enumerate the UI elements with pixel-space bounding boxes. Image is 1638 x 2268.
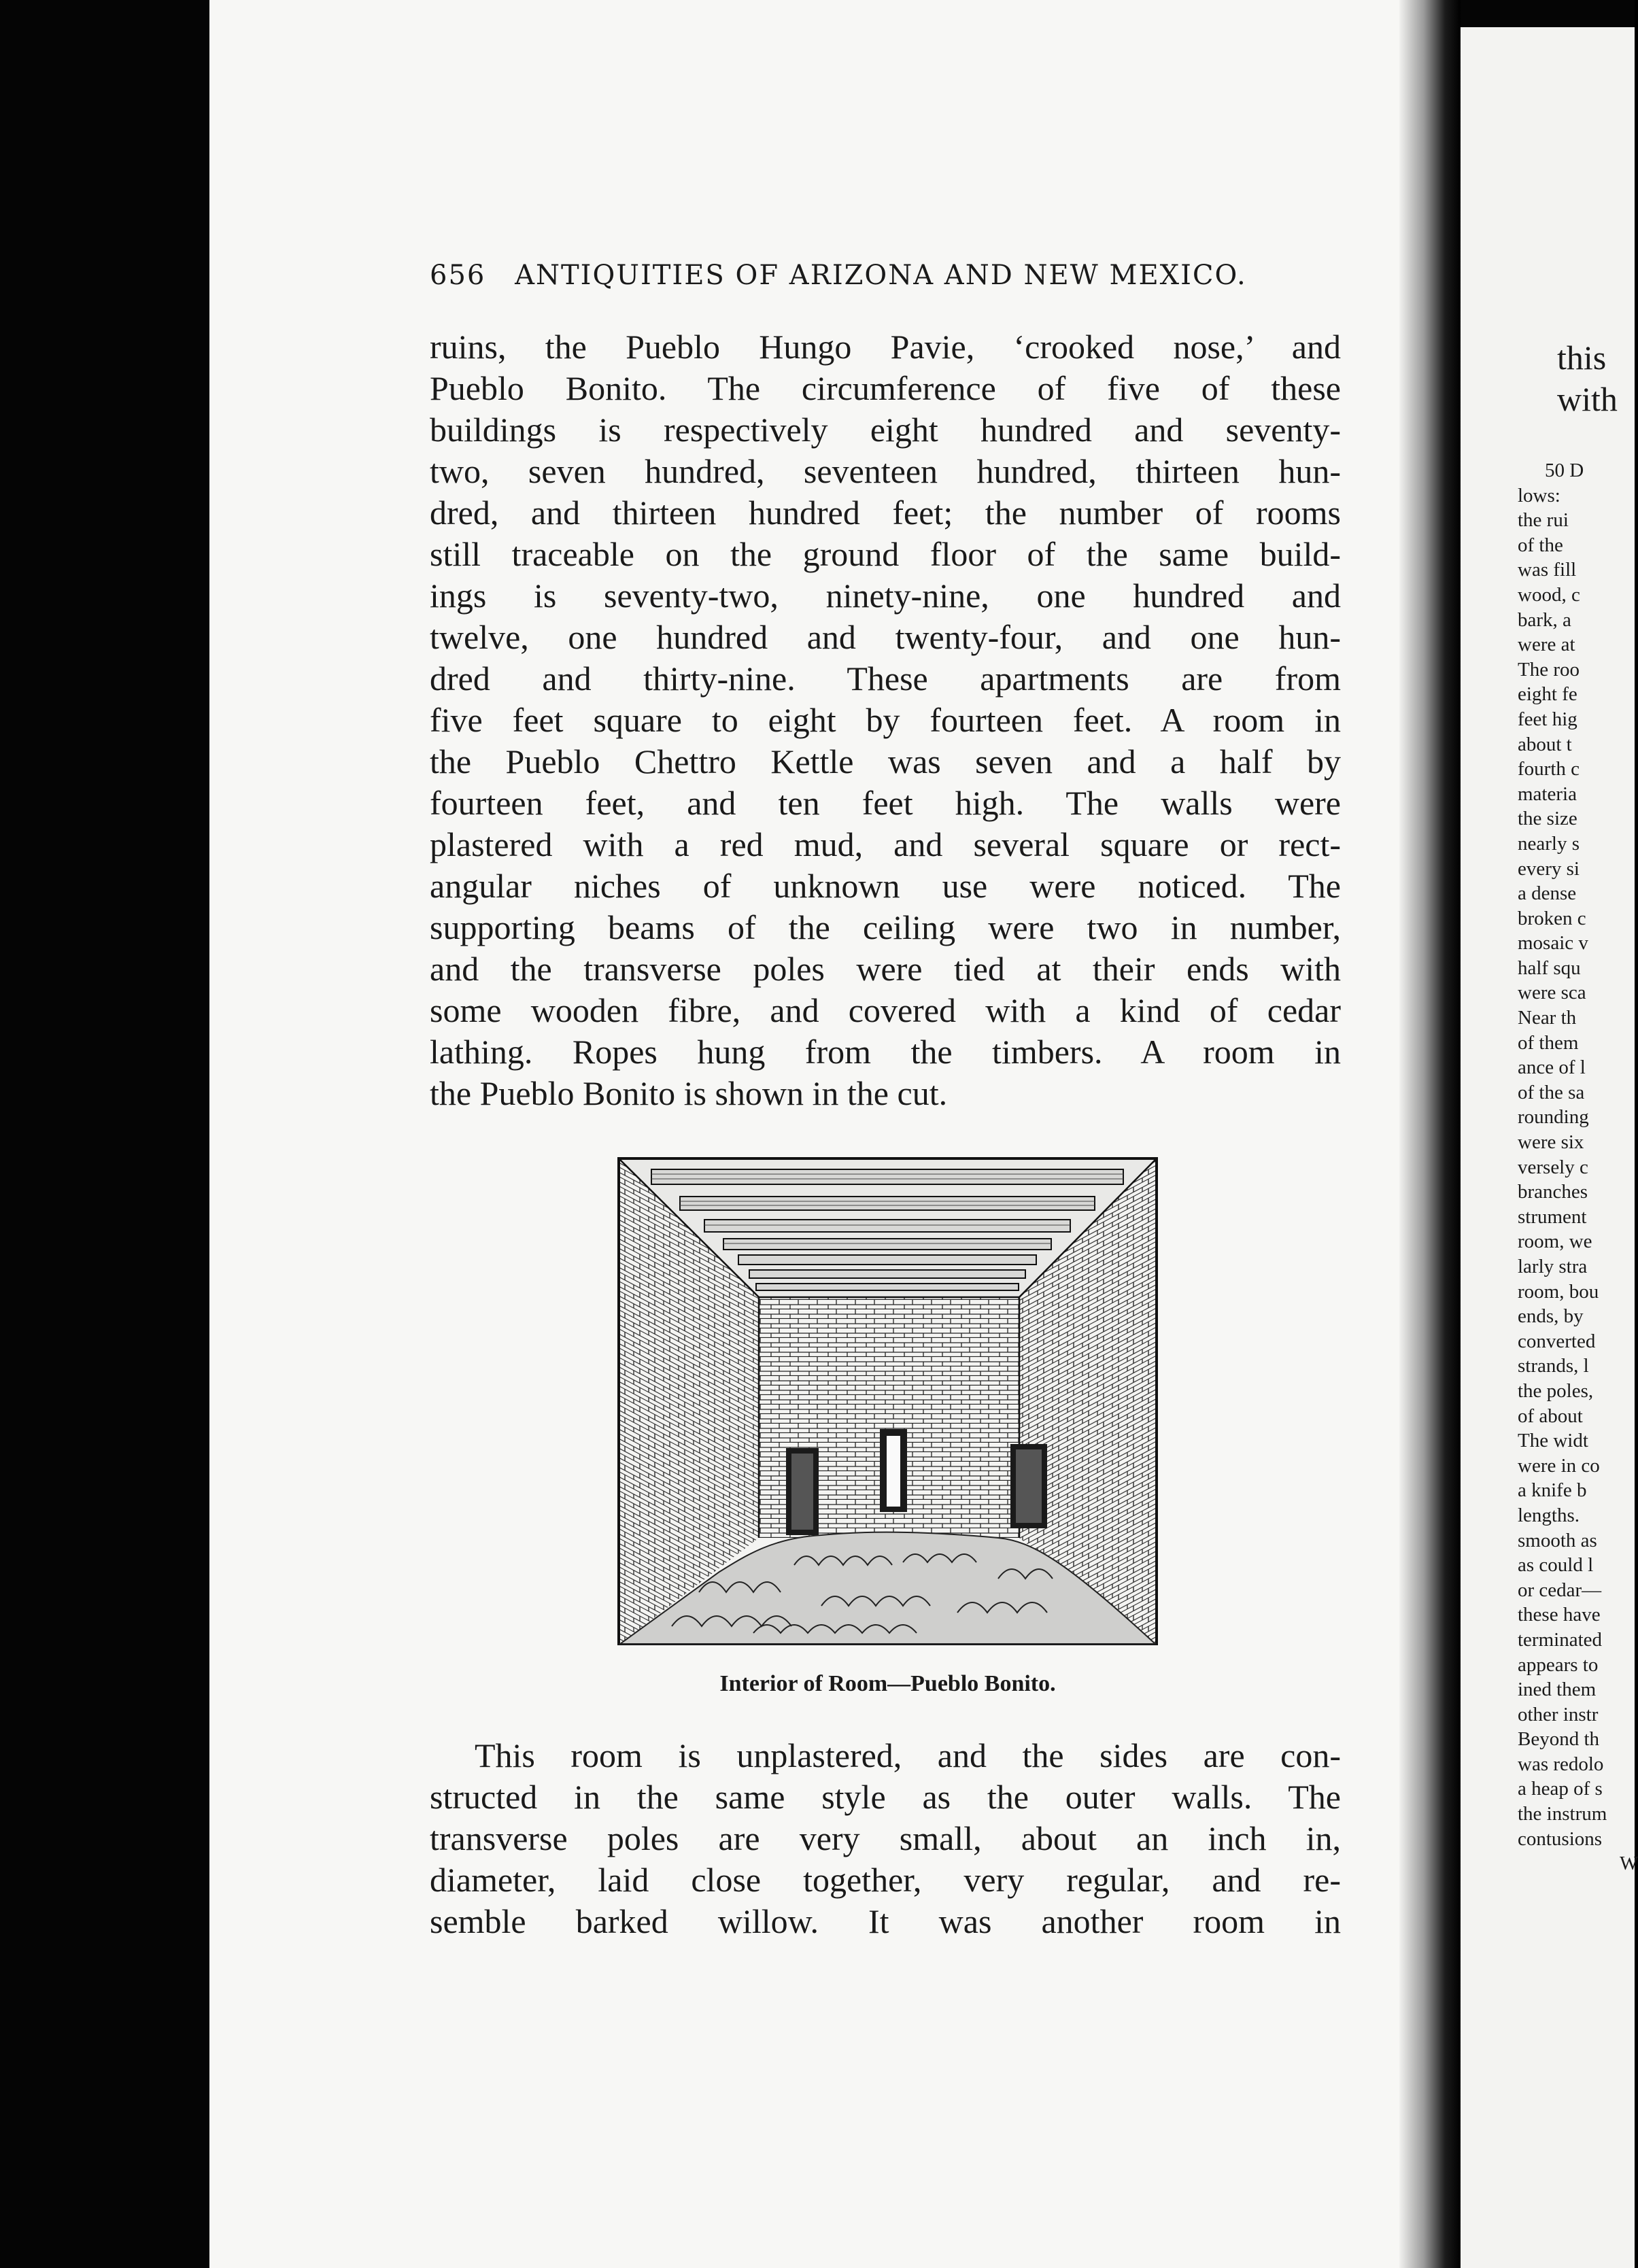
footnote-line: ance of l xyxy=(1518,1056,1586,1079)
footnote-line: the rui xyxy=(1518,509,1569,532)
footnote-line: these have xyxy=(1518,1604,1601,1626)
footnote-line: a heap of s xyxy=(1518,1778,1603,1800)
figure-caption: Interior of Room—Pueblo Bonito. xyxy=(719,1671,1056,1696)
footnote-line: as could l xyxy=(1518,1554,1594,1577)
text-line: plastered with a red mud, and several square or rect- xyxy=(430,825,1341,863)
footnote-line: were six xyxy=(1518,1131,1584,1154)
text-line: This room is unplastered, and the sides are con- xyxy=(475,1736,1341,1774)
text-line: angular niches of unknown use were noticed. The xyxy=(430,867,1341,905)
text-line: buildings is respectively eight hundred and seventy- xyxy=(430,411,1341,449)
text-line: dred, and thirteen hundred feet; the number of rooms xyxy=(430,494,1341,532)
right-page-word: with xyxy=(1557,380,1618,418)
running-title: ANTIQUITIES OF ARIZONA AND NEW MEXICO. xyxy=(515,260,1247,291)
footnote-line: The roo xyxy=(1518,658,1580,681)
text-line: dred and thirty-nine. These apartments are from xyxy=(430,659,1341,698)
text-line: and the transverse poles were tied at their ends with xyxy=(430,950,1341,988)
text-line: the Pueblo Bonito is shown in the cut. xyxy=(430,1074,948,1112)
text-line: some wooden fibre, and covered with a kind of cedar xyxy=(430,991,1341,1029)
footnote-line: Beyond th xyxy=(1518,1728,1600,1751)
footnote-line: were at xyxy=(1518,634,1575,656)
footnote-line: 50 D xyxy=(1545,460,1584,481)
footnote-line: room, bou xyxy=(1518,1280,1599,1303)
footnote-line: converted xyxy=(1518,1330,1596,1352)
text-line: ings is seventy-two, ninety-nine, one hundred and xyxy=(430,577,1341,615)
footnote-line: of the xyxy=(1518,534,1563,556)
footnote-line: or cedar— xyxy=(1518,1579,1602,1601)
book-gutter xyxy=(1399,0,1461,2268)
right-page-footnote xyxy=(1518,458,1638,1876)
text-line: ruins, the Pueblo Hungo Pavie, ‘crooked nose,’ and xyxy=(430,328,1341,366)
footnote-line: were sca xyxy=(1518,982,1586,1004)
text-line: semble barked willow. It was another room in xyxy=(430,1902,1341,1940)
footnote-line: W xyxy=(1620,1853,1638,1875)
footnote-line: broken c xyxy=(1518,907,1586,929)
footnote-line: eight fe xyxy=(1518,683,1577,706)
footnote-line: of the sa xyxy=(1518,1081,1585,1103)
text-line: twelve, one hundred and twenty-four, and one hun- xyxy=(430,618,1341,656)
text-line: structed in the same style as the outer walls. The xyxy=(430,1778,1341,1816)
footnote-line: lengths. xyxy=(1518,1504,1580,1526)
footnote-line: feet hig xyxy=(1518,708,1577,730)
footnote-line: wood, c xyxy=(1518,583,1580,606)
footnote-line: smooth as xyxy=(1518,1529,1597,1551)
footnote-line: branches xyxy=(1518,1181,1588,1203)
footnote-line: contusions xyxy=(1518,1827,1603,1850)
footnote-line: materia xyxy=(1518,783,1577,805)
footnote-line: a dense xyxy=(1518,882,1577,905)
footnote-line: the poles, xyxy=(1518,1379,1594,1402)
text-line: diameter, laid close together, very regular, and re- xyxy=(430,1861,1341,1899)
footnote-line: ends, by xyxy=(1518,1305,1584,1328)
room-illustration xyxy=(617,1157,1158,1645)
footnote-line: bark, a xyxy=(1518,608,1571,631)
footnote-line: half squ xyxy=(1518,957,1581,979)
text-line: transverse poles are very small, about an inch in, xyxy=(430,1819,1341,1857)
footnote-line: strands, l xyxy=(1518,1355,1589,1377)
footnote-line: ined them xyxy=(1518,1679,1597,1701)
footnote-line: terminated xyxy=(1518,1628,1603,1651)
right-page-word: this xyxy=(1557,339,1607,377)
text-line: two, seven hundred, seventeen hundred, thirteen hun- xyxy=(430,452,1341,490)
footnote-line: other instr xyxy=(1518,1703,1599,1725)
footnote-line: nearly s xyxy=(1518,832,1580,855)
footnote-line: appears to xyxy=(1518,1653,1599,1676)
footnote-line: were in co xyxy=(1518,1454,1600,1477)
text-line: fourteen feet, and ten feet high. The walls were xyxy=(430,784,1341,822)
footnote-line: rounding xyxy=(1518,1106,1589,1129)
footnote-line: Near th xyxy=(1518,1007,1577,1029)
text-line: lathing. Ropes hung from the timbers. A room in xyxy=(430,1033,1341,1071)
text-line: supporting beams of the ceiling were two in number, xyxy=(430,908,1341,946)
footnote-line: of them xyxy=(1518,1031,1579,1054)
text-line: Pueblo Bonito. The circumference of five of these xyxy=(430,369,1341,407)
footnote-line: the instrum xyxy=(1518,1803,1607,1825)
text-line: the Pueblo Chettro Kettle was seven and a half by xyxy=(430,742,1341,780)
page-number: 656 xyxy=(430,260,486,291)
body-text-continued xyxy=(430,1735,1341,1942)
footnote-line: about t xyxy=(1518,733,1572,755)
footnote-line: room, we xyxy=(1518,1231,1592,1253)
footnote-line: strument xyxy=(1518,1205,1587,1228)
footnote-line: every si xyxy=(1518,857,1580,880)
footnote-line: lows: xyxy=(1518,484,1560,506)
footnote-line: a knife b xyxy=(1518,1479,1587,1502)
text-line: still traceable on the ground floor of the same build- xyxy=(430,535,1341,573)
footnote-line: of about xyxy=(1518,1405,1583,1427)
footnote-line: was redolo xyxy=(1518,1753,1604,1775)
footnote-line: The widt xyxy=(1518,1430,1588,1452)
footnote-line: versely c xyxy=(1518,1156,1588,1178)
footnote-line: larly stra xyxy=(1518,1256,1588,1277)
body-text xyxy=(430,326,1341,1114)
running-header xyxy=(430,260,1247,291)
footnote-line: fourth c xyxy=(1518,758,1580,780)
text-line: five feet square to eight by fourteen feet. A room in xyxy=(430,701,1341,739)
footnote-line: the size xyxy=(1518,808,1577,830)
footnote-line: mosaic v xyxy=(1518,932,1588,955)
footnote-line: was fill xyxy=(1518,559,1577,581)
